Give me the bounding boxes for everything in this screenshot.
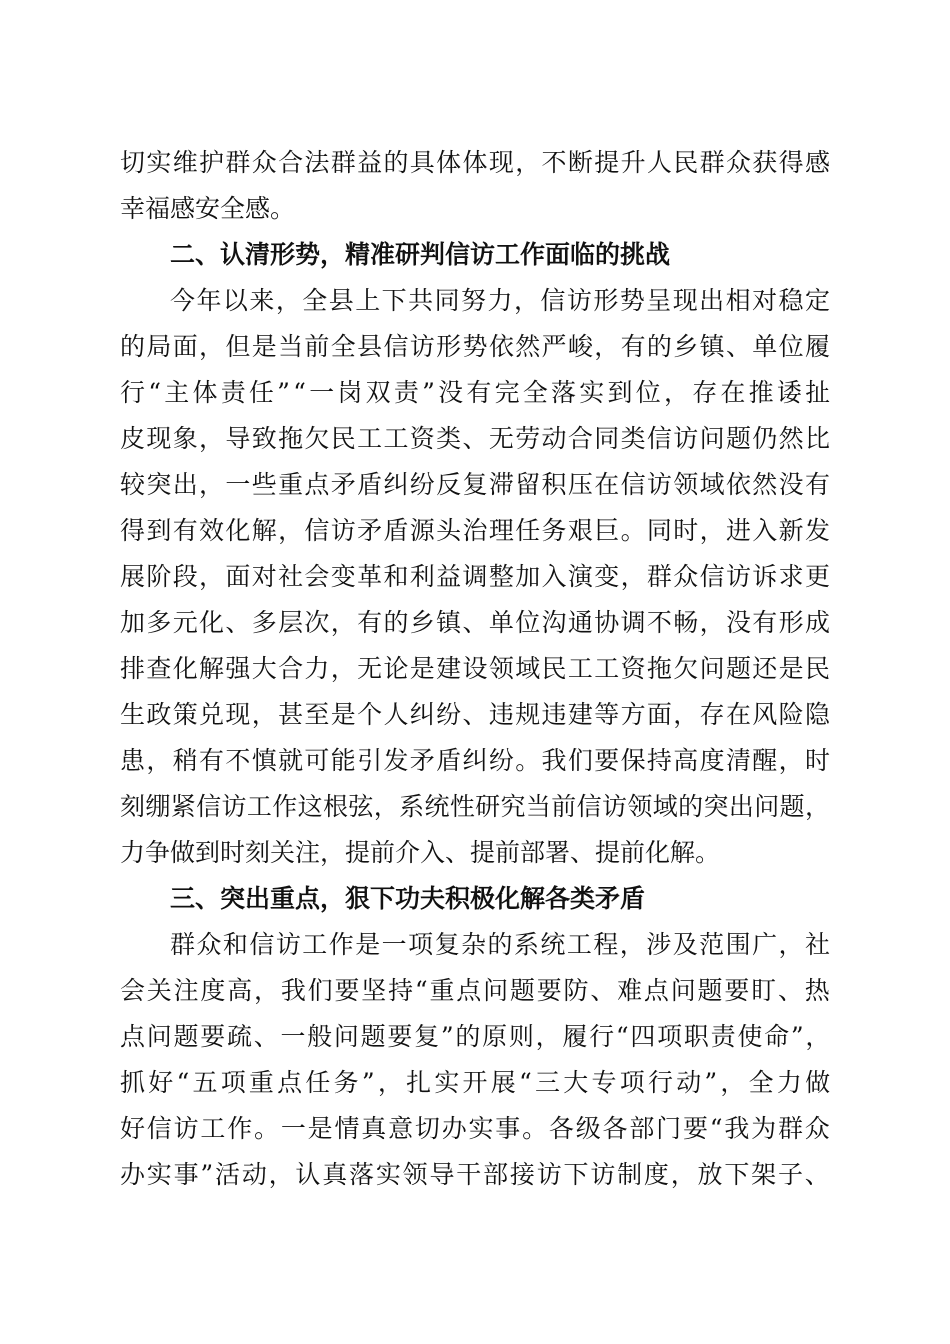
section-heading-2: 二、认清形势，精准研判信访工作面临的挑战 xyxy=(170,240,671,269)
paragraph-line: 得到有效化解，信访矛盾源头治理任务艰巨。同时，进入新发 xyxy=(120,516,832,545)
paragraph-line: 的局面，但是当前全县信访形势依然严峻，有的乡镇、单位履 xyxy=(120,332,832,361)
paragraph-line: 力争做到时刻关注，提前介入、提前部署、提前化解。 xyxy=(120,838,721,867)
section-heading-3: 三、突出重点，狠下功夫积极化解各类矛盾 xyxy=(170,884,646,913)
paragraph-line: 幸福感安全感。 xyxy=(120,194,296,223)
paragraph-line: 点问题要疏、一般问题要复”的原则，履行“四项职责使命”， xyxy=(120,1022,833,1051)
paragraph-line: 行“主体责任”“一岗双责”没有完全落实到位，存在推诿扯 xyxy=(120,378,834,407)
paragraph-line: 加多元化、多层次，有的乡镇、单位沟通协调不畅，没有形成 xyxy=(120,608,832,637)
paragraph-line: 今年以来，全县上下共同努力，信访形势呈现出相对稳定 xyxy=(170,286,832,315)
paragraph-line: 好信访工作。一是情真意切办实事。各级各部门要“我为群众 xyxy=(120,1114,832,1143)
paragraph-line: 展阶段，面对社会变革和利益调整加入演变，群众信访诉求更 xyxy=(120,562,832,591)
paragraph-line: 刻绷紧信访工作这根弦，系统性研究当前信访领域的突出问题， xyxy=(120,792,831,821)
paragraph-line: 排查化解强大合力，无论是建设领域民工工资拖欠问题还是民 xyxy=(120,654,832,683)
paragraph-line: 患，稍有不慎就可能引发矛盾纠纷。我们要保持高度清醒，时 xyxy=(120,746,832,775)
paragraph-line: 办实事”活动，认真落实领导干部接访下访制度，放下架子、 xyxy=(120,1160,832,1189)
paragraph-line: 较突出，一些重点矛盾纠纷反复滞留积压在信访领域依然没有 xyxy=(120,470,832,499)
paragraph-line: 生政策兑现，甚至是个人纠纷、违规违建等方面，存在风险隐 xyxy=(120,700,832,729)
paragraph-line: 群众和信访工作是一项复杂的系统工程，涉及范围广，社 xyxy=(170,930,832,959)
paragraph-line: 会关注度高，我们要坚持“重点问题要防、难点问题要盯、热 xyxy=(120,976,832,1005)
paragraph-line: 切实维护群众合法群益的具体体现，不断提升人民群众获得感 xyxy=(120,148,832,177)
paragraph-line: 抓好“五项重点任务”，扎实开展“三大专项行动”，全力做 xyxy=(120,1068,834,1097)
paragraph-line: 皮现象，导致拖欠民工工资类、无劳动合同类信访问题仍然比 xyxy=(120,424,832,453)
